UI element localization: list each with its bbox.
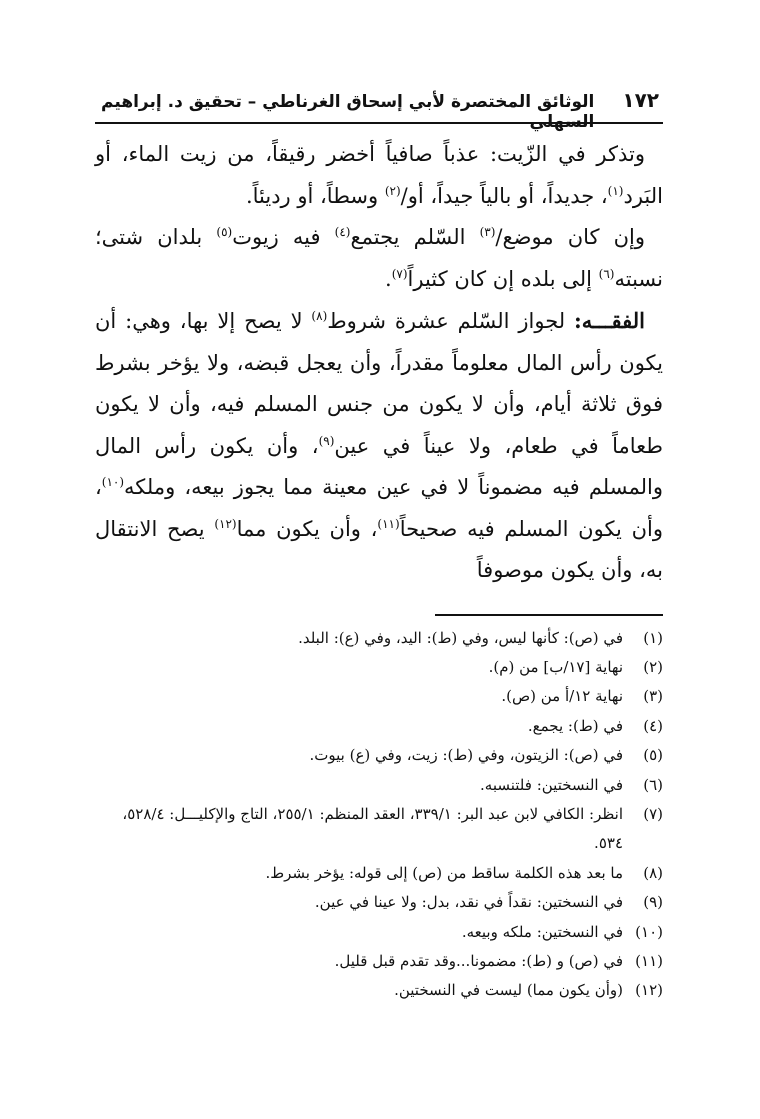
footnote-number: (٨) <box>643 863 663 882</box>
footnote-text: (وأن يكون مما) ليست في النسختين. <box>394 981 623 1000</box>
text-run: وإن كان موضع/ <box>495 225 645 249</box>
text-run: بلدان شتى؛ نسبته <box>95 225 663 291</box>
footnote-text: في (ص) و (ط): مضمونا...وقد تقدم قبل قليل. <box>334 951 623 970</box>
text-run: فيه زيوت <box>232 225 335 249</box>
footnote-ref-12: (١٢) <box>214 516 237 531</box>
footnote-number: (٣) <box>643 687 663 706</box>
footnote-ref-7: (٧) <box>391 266 408 281</box>
section-term: الفقـــه: <box>574 308 645 333</box>
footnote-number: (١٠) <box>635 922 663 941</box>
text-run: . <box>385 266 392 291</box>
footnote-item <box>95 682 663 711</box>
footnotes <box>95 624 663 1006</box>
footnote-ref-6: (٦) <box>598 266 615 281</box>
text-run: وتذكر في الزّيت: عذباً صافياً أخضر رقيقاً، من زيت الماء، أو البَرد <box>95 142 663 208</box>
running-header <box>95 88 663 132</box>
footnote-separator <box>435 614 663 616</box>
text-run: ، وأن يكون مما <box>236 516 378 541</box>
paragraph-location <box>95 217 663 300</box>
footnote-ref-8: (٨) <box>311 309 328 323</box>
footnote-text: في (ط): يجمع. <box>527 716 623 735</box>
footnote-item <box>95 918 663 947</box>
footnote-number: (٧) <box>643 804 663 823</box>
footnote-number: (٦) <box>643 775 663 794</box>
page-number: ١٧٢ <box>622 88 659 112</box>
footnote-ref-5: (٥) <box>216 225 233 239</box>
footnote-number: (٩) <box>643 893 663 912</box>
footnote-number: (١١) <box>635 951 663 970</box>
footnote-ref-11: (١١) <box>377 516 400 531</box>
text-run: ، جديداً، أو بالياً جيداً، أو/ <box>400 183 608 208</box>
book-page <box>95 88 663 1006</box>
footnote-text: نهاية ١٢/أ من (ص). <box>501 687 623 706</box>
footnote-ref-9: (٩) <box>318 433 335 448</box>
text-run: ، وأن يكون رأس المال والمسلم فيه مضموناً لا في عين معينة مما يجوز بيعه، وملكه <box>95 433 663 499</box>
footnote-text: في النسختين: نقداً في نقد، بدل: ولا عينا في عين. <box>314 893 623 912</box>
text-run: السّلم يجتمع <box>350 225 480 249</box>
text-run: لجواز السّلم عشرة شروط <box>327 309 575 333</box>
paragraph-fiqh <box>95 300 663 592</box>
footnote-text: نهاية [١٧/ب] من (م). <box>488 657 623 676</box>
text-run: وسطاً، أو رديئاً. <box>245 183 385 208</box>
footnote-text: في النسختين: ملكه وبيعه. <box>461 922 623 941</box>
footnote-text: انظر: الكافي لابن عبد البر: ٣٣٩/١، العقد المنظم: ٢٥٥/١، التاج والإكليـــل: ٥٢٨/٤، ٥٣٤. <box>122 804 623 853</box>
footnote-ref-10: (١٠) <box>101 475 125 489</box>
footnote-item <box>95 947 663 976</box>
footnote-number: (٢) <box>643 657 663 676</box>
footnote-item <box>95 800 663 859</box>
text-run: لا يصح إلا بها، وهي: أن يكون رأس المال معلوماً مقدراً، وأن يعجل قبضه، ولا يؤخر بشرط فوق ثلاثة أيام، وأن لا يكون من جنس المسلم فيه، وأن لا يكون طعاماً في طعام، ولا عيناً في عين <box>95 309 664 458</box>
main-text <box>95 134 663 592</box>
footnote-ref-4: (٤) <box>334 225 351 239</box>
footnote-item <box>95 859 663 888</box>
footnote-text: في (ص): كأنها ليس، وفي (ط): اليد، وفي (ع): البلد. <box>298 628 623 647</box>
running-title: الوثائق المختصرة لأبي إسحاق الغرناطي – تحقيق د. إبراهيم السهلي <box>101 92 595 132</box>
footnote-item <box>95 888 663 917</box>
footnote-ref-1: (١) <box>607 183 624 198</box>
footnote-item <box>95 624 663 653</box>
footnote-item <box>95 741 663 770</box>
footnote-number: (٥) <box>643 746 663 765</box>
text-run: ، وأن يكون المسلم فيه صحيحاً <box>95 475 664 541</box>
footnote-item <box>95 771 663 800</box>
text-run: إلى بلده إن كان كثيراً <box>407 266 599 291</box>
footnote-text: في النسختين: فلتنسبه. <box>480 775 623 794</box>
footnote-ref-2: (٢) <box>384 183 401 198</box>
text-run: يصح الانتقال به، وأن يكون موصوفاً <box>95 516 663 582</box>
footnote-ref-3: (٣) <box>479 225 496 239</box>
footnote-number: (١) <box>643 628 663 647</box>
footnote-text: ما بعد هذه الكلمة ساقط من (ص) إلى قوله: يؤخر بشرط. <box>265 863 623 882</box>
footnote-item <box>95 976 663 1005</box>
paragraph-oil <box>95 134 663 217</box>
footnote-item <box>95 712 663 741</box>
footnote-item <box>95 653 663 682</box>
footnote-number: (٤) <box>643 716 663 735</box>
footnote-text: في (ص): الزيتون، وفي (ط): زيت، وفي (ع) بيوت. <box>309 746 623 765</box>
footnote-number: (١٢) <box>635 981 663 1000</box>
